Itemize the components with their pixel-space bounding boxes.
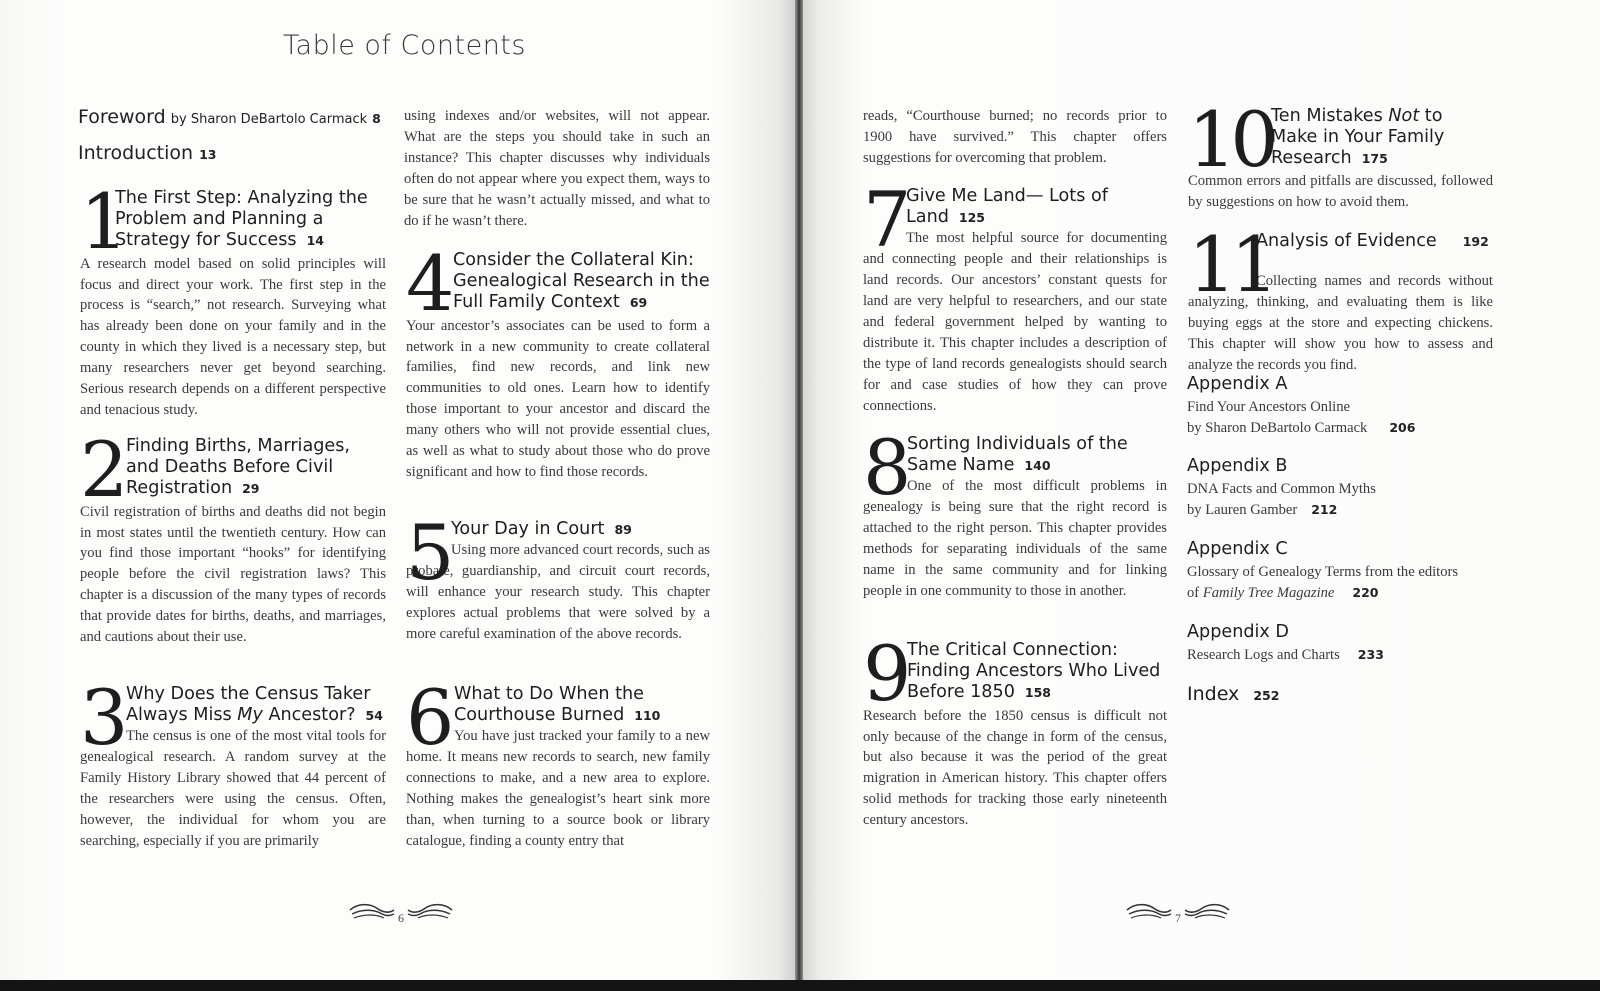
chapter-5[interactable] (406, 508, 710, 645)
chapter-8[interactable] (863, 423, 1167, 602)
chapter-page: 69 (629, 295, 648, 311)
chapter-page: 175 (1361, 151, 1388, 167)
appendix-page: 220 (1352, 584, 1379, 600)
chapter-page: 110 (634, 708, 661, 724)
appendix-title: Appendix C (1187, 539, 1288, 559)
page-number: 7 (1175, 911, 1181, 925)
index-page: 252 (1253, 688, 1280, 703)
chapter-description: The most helpful source for documenting and connecting people and their relationships is land records. Our ancestors’ constant quests for land are very helpful to researchers, and our state and federal government helped by wanting to distribute it. This chapter includes a description of the type of land records genealogists should search for and case studies of how they can prove connections. (863, 230, 1167, 414)
chapter-title: Analysis of Evidence 192 (1256, 231, 1489, 251)
appendix-title: Appendix D (1187, 622, 1289, 642)
index-title: Index 252 (1187, 683, 1280, 705)
chapter-number: 2 (80, 425, 126, 514)
appendix-c[interactable] (1187, 539, 1492, 604)
appendix-page: 233 (1357, 647, 1384, 662)
appendix-line: Find Your Ancestors Online (1187, 399, 1350, 415)
appendix-page: 212 (1311, 501, 1338, 517)
chapter-description: The census is one of the most vital tools for genealogical research. A random survey at the Family History Library showed that 44 percent of the researchers were using the census. Often, however, the individual for whom you are searching, especially if you are primarily (80, 728, 386, 849)
chapter-6[interactable] (406, 673, 710, 852)
right-page (803, 0, 1600, 980)
chapter-page: 158 (1024, 685, 1051, 701)
left-page (0, 0, 795, 980)
chapter-number: 5 (406, 508, 452, 597)
appendix-line: DNA Facts and Common Myths (1187, 481, 1376, 497)
page-folio-left (348, 897, 454, 926)
appendix-line: Research Logs and Charts 233 (1187, 647, 1384, 663)
page-folio-right (1125, 897, 1231, 926)
chapter-page: 192 (1462, 234, 1489, 249)
chapter-description: Using more advanced court records, such as probate, guardianship, and circuit court records, will enhance your research study. This chapter explores actual problems that were solved by a more careful examination of the above records. (406, 542, 710, 642)
chapter-4[interactable] (406, 239, 710, 483)
foreword-entry[interactable] (78, 106, 394, 128)
appendix-a[interactable] (1187, 374, 1492, 439)
chapter-6-continued: reads, “Courthouse burned; no records prior to 1900 have survived.” This chapter offers suggestions for overcoming that problem. (863, 108, 1167, 166)
chapter-number: 4 (406, 239, 452, 328)
flourish-left-icon (348, 901, 396, 923)
appendix-line: of Family Tree Magazine 220 (1187, 584, 1379, 601)
chapter-title: Why Does the Census Taker Always Miss My Ancestor? 54 (126, 684, 383, 726)
chapter-description: One of the most difficult problems in genealogy is being sure that the right record is attached to the right person. This chapter provides methods for separating individuals of the same name in the same community and for linking people in one community to those in another. (863, 478, 1167, 599)
chapter-page: 89 (614, 522, 632, 537)
chapter-title: The Critical Connection: Finding Ancestors Who Lived Before 1850 158 (907, 640, 1161, 703)
chapter-11[interactable] (1188, 220, 1493, 376)
chapter-title: Consider the Collateral Kin: Genealogical Research in the Full Family Context 69 (453, 250, 710, 313)
foreword-author: by Sharon DeBartolo Carmack (170, 112, 368, 127)
chapter-number: 3 (80, 673, 126, 762)
chapter-number: 7 (863, 175, 909, 264)
chapter-number: 11 (1188, 220, 1273, 309)
chapter-number: 1 (80, 177, 126, 266)
chapter-title: Your Day in Court 89 (451, 519, 632, 539)
chapter-1[interactable] (80, 177, 386, 421)
introduction-entry[interactable] (78, 142, 394, 164)
chapter-title: What to Do When the Courthouse Burned 110 (454, 684, 661, 726)
appendix-line: by Lauren Gamber 212 (1187, 501, 1338, 518)
foreword-page: 8 (372, 111, 381, 126)
chapter-title: Finding Births, Marriages, and Deaths Before Civil Registration 29 (126, 436, 350, 499)
chapter-description: Civil registration of births and deaths did not begin in most states until the twentieth century. How can you find those important “hooks” for identifying people before the civil registration laws? This chapter is a discussion of the many types of records that provide dates for births, deaths, and marriages, and cautions about their use. (80, 503, 386, 646)
book-bottom-edge (0, 980, 1600, 991)
chapter-title: Give Me Land— Lots of Land 125 (906, 186, 1108, 228)
appendix-d[interactable] (1187, 622, 1492, 666)
chapter-number: 9 (863, 629, 909, 718)
chapter-description: Research before the 1850 census is difficult not only because of the change in form of the census, but also because it was the period of the great migration in American history. This chapter offers solid methods for tracking those early nineteenth century ancestors. (863, 707, 1167, 829)
page-number: 6 (398, 911, 404, 925)
flourish-right-icon (406, 901, 454, 923)
book-gutter (795, 0, 803, 980)
chapter-7[interactable] (863, 175, 1167, 417)
appendix-line: by Sharon DeBartolo Carmack 206 (1187, 419, 1416, 436)
flourish-left-icon (1125, 901, 1173, 923)
foreword-label: Foreword (78, 106, 166, 128)
chapter-number: 6 (406, 673, 452, 762)
left-column-1 (78, 106, 394, 164)
chapter-page: 125 (958, 210, 985, 226)
chapter-description: A research model based on solid principles will focus and direct your work. The first step in the process is “search,” not research. Surveying what has already been done on your family and in the county in which they lived is a necessary step, but many researchers never get beyond searching. Serious research depends on a different perspective and tenacious study. (80, 255, 386, 418)
introduction-page: 13 (199, 147, 217, 162)
appendix-page: 206 (1389, 419, 1416, 435)
chapter-number: 10 (1188, 95, 1273, 184)
chapter-2[interactable] (80, 425, 386, 648)
chapter-10[interactable] (1188, 95, 1493, 212)
chapter-title: The First Step: Analyzing the Problem and Planning a Strategy for Success 14 (115, 188, 368, 251)
chapter-page: 140 (1024, 458, 1051, 474)
chapter-description: Collecting names and records without analyzing, thinking, and evaluating them is like buying eggs at the store and expecting chickens. This chapter will show you how to assess and analyze the records you find. (1188, 273, 1493, 373)
chapter-page: 54 (365, 708, 383, 724)
chapter-9[interactable] (863, 629, 1167, 831)
introduction-label: Introduction (78, 142, 194, 164)
chapter-description: Your ancestor’s associates can be used to form a network in a new community to create collateral families, find new records, and link new communities to old ones. Learn how to identify those important to your ancestor and discard the many others who will not provide essential clues, as well as what to study about those who do prove significant and how to find those records. (406, 317, 710, 480)
chapter-page: 29 (242, 481, 260, 497)
chapter-page: 14 (306, 233, 324, 249)
chapter-description: Common errors and pitfalls are discussed, followed by suggestions on how to avoid them. (1188, 172, 1493, 210)
chapter-3[interactable] (80, 673, 386, 852)
chapter-description: You have just tracked your family to a new home. It means new records to search, new family connections to make, and a new area to explore. Nothing makes the genealogist’s heart sink more than, when turning to a source book or library catalogue, finding a county entry that (406, 728, 710, 849)
chapter-number: 8 (863, 423, 909, 512)
appendix-title: Appendix B (1187, 456, 1288, 476)
flourish-right-icon (1183, 901, 1231, 923)
index-entry[interactable] (1187, 683, 1492, 708)
chapter-3-continued: using indexes and/or websites, will not appear. What are the steps you should take in such an instance? This chapter discusses why individuals often do not appear where you expect them, ways to be sure that he wasn’t actually missed, and what to do if he wasn’t there. (404, 108, 710, 229)
page-title: Table of Contents (283, 30, 526, 61)
chapter-title: Ten Mistakes Not to Make in Your Family Research 175 (1271, 106, 1445, 169)
chapter-title: Sorting Individuals of the Same Name 140 (907, 434, 1128, 476)
appendix-title: Appendix A (1187, 374, 1288, 394)
appendix-line: Glossary of Genealogy Terms from the editors (1187, 564, 1459, 580)
appendix-b[interactable] (1187, 456, 1492, 521)
